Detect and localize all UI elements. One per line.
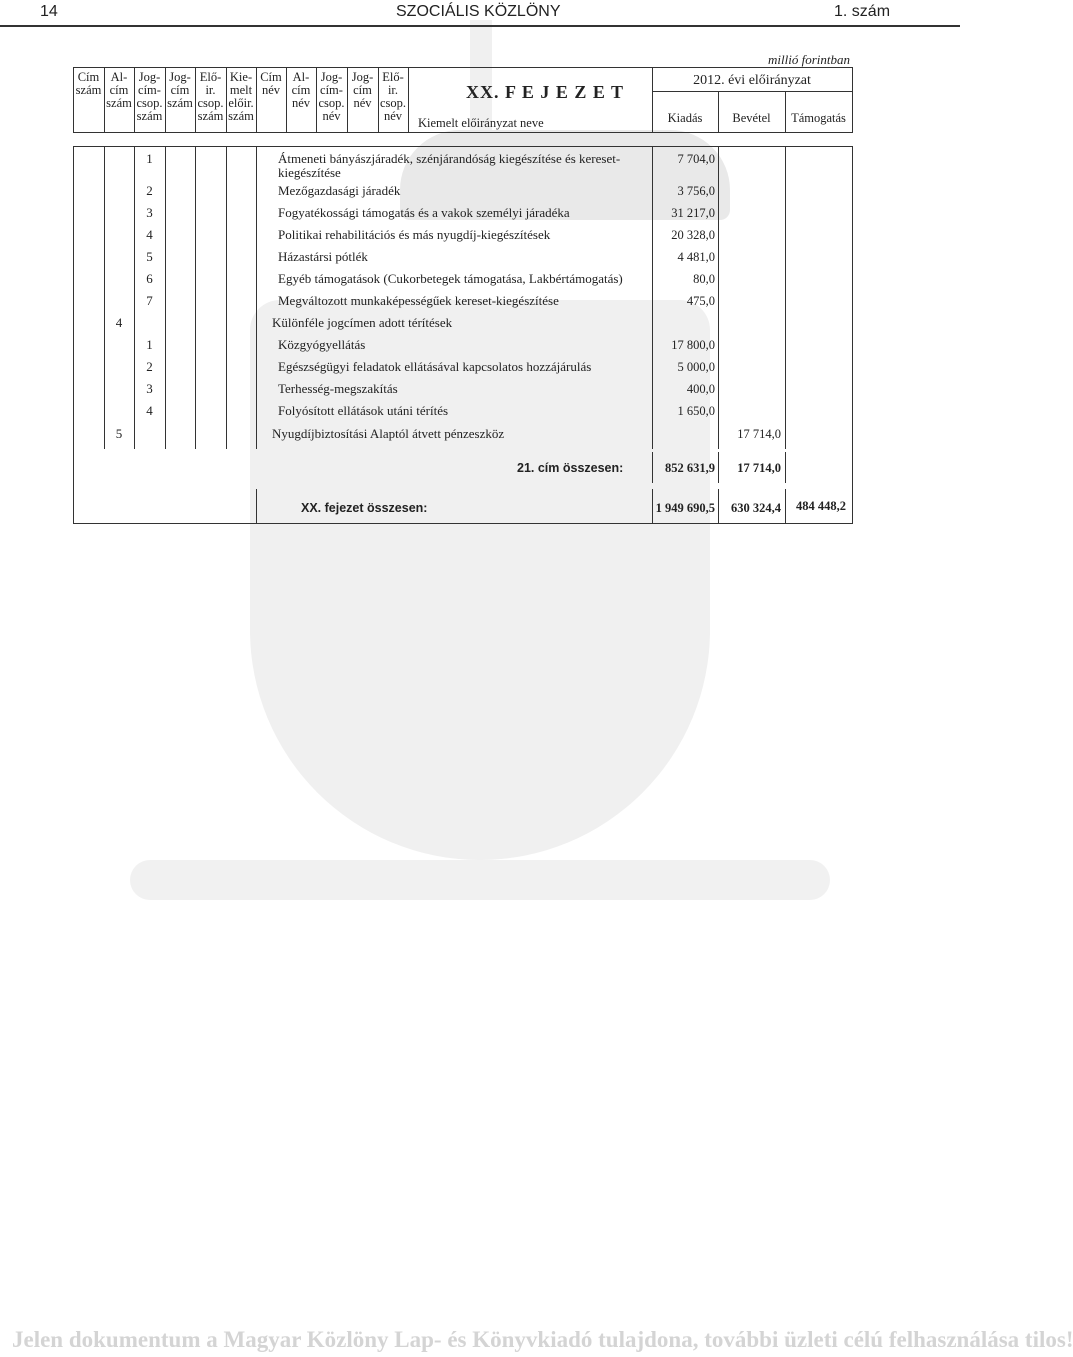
chapter-total-kiadas: 1 949 690,5 [655,501,715,515]
row-name: Terhesség-megszakítás [278,381,398,396]
row-name: Közgyógyellátás [278,337,366,352]
jogcimcsop-number: 5 [146,249,153,264]
row-bevetel: 17 714,0 [737,427,781,441]
row-name: Folyósított ellátások utáni térítés [278,403,449,418]
row-name-continued: kiegészítése [278,165,341,180]
row-kiadas: 1 650,0 [677,404,715,418]
jogcimcsop-number: 4 [146,403,153,418]
col-header-eloircsop-szam: Elő- ir. csop. szám [197,70,224,123]
col-header-budget-year: 2012. évi előirányzat [693,73,811,88]
col-header-kiadas: Kiadás [667,111,703,125]
row-kiadas: 80,0 [693,272,715,286]
row-kiadas: 5 000,0 [677,360,715,374]
row-kiadas: 7 704,0 [677,152,715,166]
journal-title: SZOCIÁLIS KÖZLÖNY [396,3,561,20]
col-header-alcim-szam: Al- cím szám [106,70,132,110]
chapter-total-bevetel: 630 324,4 [731,501,781,515]
row-name: Mezőgazdasági járadék [278,183,401,198]
page-number: 14 [40,3,58,20]
col-header-jogcim-nev: Jog- cím név [351,70,374,110]
jogcimcsop-number: 3 [146,205,153,220]
col-header-jogcimcsop-szam: Jog- cím- csop. szám [136,70,163,123]
jogcimcsop-number: 7 [146,293,153,308]
jogcimcsop-number: 3 [146,381,153,396]
jogcimcsop-number: 6 [146,271,153,286]
chapter-total-label: XX. fejezet összesen: [301,501,428,515]
jogcimcsop-number: 2 [146,183,153,198]
col-header-eloircsop-nev: Elő- ir. csop. név [379,70,407,123]
row-kiadas: 400,0 [686,382,715,396]
row-name: Átmeneti bányászjáradék, szénjárandóság kiegészítése és kereset- [278,151,621,166]
jogcimcsop-number: 2 [146,359,153,374]
title-total-bevetel: 17 714,0 [737,461,781,475]
footer-copyright-notice: Jelen dokumentum a Magyar Közlöny Lap- és Könyvkiadó tulajdona, további üzleti célú felhasználása tilos! [12,1327,1073,1352]
row-name: Politikai rehabilitációs és más nyugdíj-kiegészítések [278,227,551,242]
row-name: Fogyatékossági támogatás és a vakok személyi járadéka [278,205,570,220]
row-kiadas: 3 756,0 [677,184,715,198]
unit-note: millió forintban [768,52,850,67]
col-header-jogcim-szam: Jog- cím szám [167,70,193,110]
row-name: Házastársi pótlék [278,249,368,264]
header-rule [0,25,960,27]
row-name: Megváltozott munkaképességűek kereset-kiegészítése [278,293,559,308]
row-kiadas: 4 481,0 [677,250,715,264]
alcim-number: 4 [115,315,123,330]
row-kiadas: 20 328,0 [671,228,715,242]
col-header-jogcimcsop-nev: Jog- cím- csop. név [318,70,345,123]
title-total-kiadas: 852 631,9 [665,461,715,475]
col-header-bevetel: Bevétel [732,111,771,125]
col-header-cim-szam: Cím szám [75,70,102,97]
col-header-name: Kiemelt előirányzat neve [418,116,544,130]
jogcimcsop-number: 1 [146,151,153,166]
alcim-number: 5 [115,426,123,441]
col-header-kiemelt-szam: Kie- melt előir. szám [228,70,254,123]
chapter-total-tamogatas: 484 448,2 [796,499,846,513]
col-header-cim-nev: Cím név [260,70,282,97]
row-kiadas: 17 800,0 [671,338,715,352]
row-name: Nyugdíjbiztosítási Alaptól átvett pénzeszköz [272,426,505,441]
title-total-label: 21. cím összesen: [517,461,624,475]
jogcimcsop-number: 4 [146,227,153,242]
row-kiadas: 31 217,0 [671,206,715,220]
row-name: Egészségügyi feladatok ellátásával kapcsolatos hozzájárulás [278,359,592,374]
jogcimcsop-number: 1 [146,337,153,352]
row-name: Különféle jogcímen adott térítések [272,315,453,330]
chapter-title: XX. F E J E Z E T [466,82,625,102]
col-header-alcim-nev: Al- cím név [291,70,311,110]
row-kiadas: 475,0 [686,294,715,308]
col-header-tamogatas: Támogatás [791,111,846,125]
row-name: Egyéb támogatások (Cukorbetegek támogatása, Lakbértámogatás) [278,271,623,286]
issue-number: 1. szám [834,3,891,20]
